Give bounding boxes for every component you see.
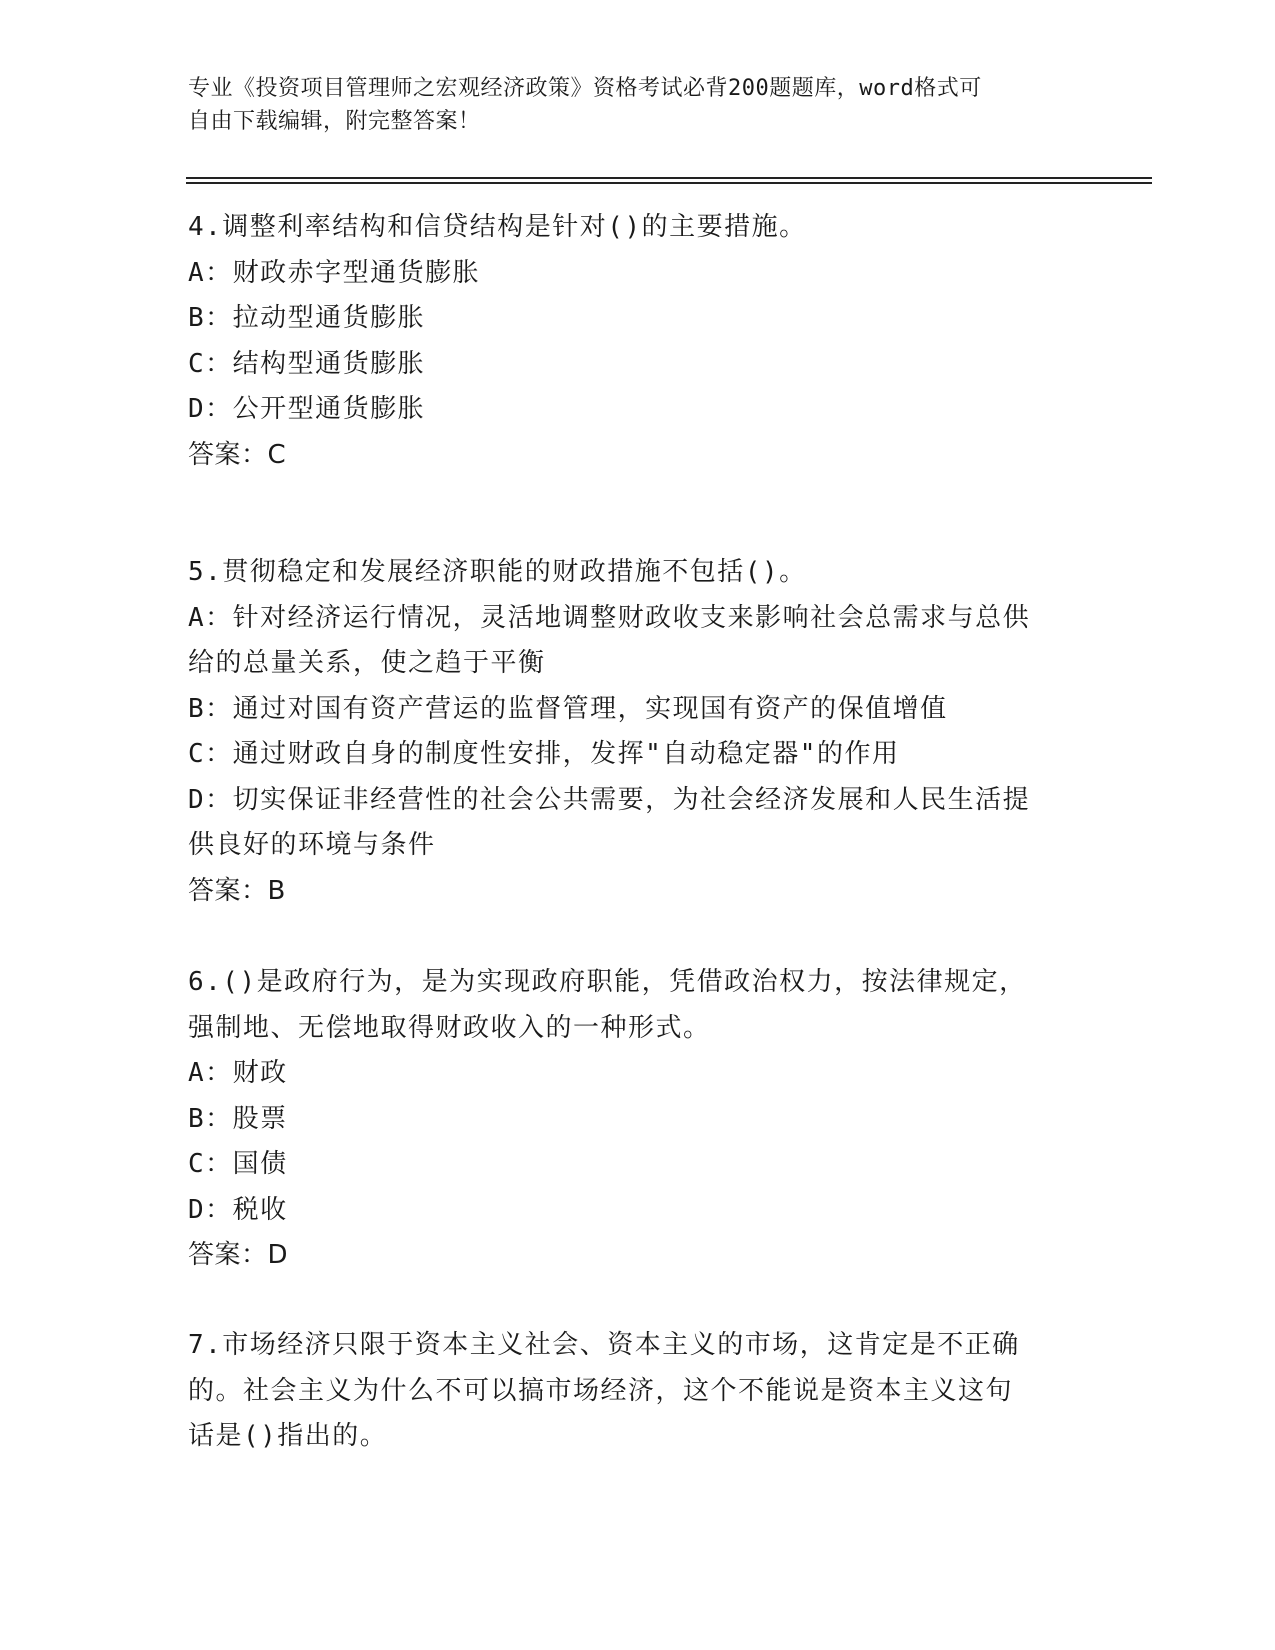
question-6-answer: 答案：D	[188, 1240, 289, 1270]
question-5-option-d-line-2: 供良好的环境与条件	[188, 830, 436, 860]
question-4	[188, 205, 1088, 478]
header-divider-bottom	[186, 182, 1152, 184]
question-5-option-a-line-1: A：针对经济运行情况，灵活地调整财政收支来影响社会总需求与总供	[188, 602, 1031, 633]
question-5-option-c: C：通过财政自身的制度性安排，发挥"自动稳定器"的作用	[188, 739, 900, 769]
question-4-option-d: D：公开型通货膨胀	[188, 394, 426, 424]
question-5-option-a-line-2: 给的总量关系，使之趋于平衡	[188, 648, 546, 678]
question-6-stem-line-2: 强制地、无偿地取得财政收入的一种形式。	[188, 1012, 711, 1043]
question-6-option-a: A：财政	[188, 1058, 288, 1088]
question-7	[188, 1323, 1088, 1460]
question-6-stem-line-1: 6.()是政府行为，是为实现政府职能，凭借政治权力，按法律规定，	[188, 967, 1027, 997]
question-4-option-b: B：拉动型通货膨胀	[188, 303, 426, 333]
question-7-stem-line-1: 7.市场经济只限于资本主义社会、资本主义的市场，这肯定是不正确	[188, 1330, 1020, 1360]
header-title-line-2: 自由下载编辑，附完整答案！	[188, 109, 481, 134]
question-5-answer: 答案：B	[188, 875, 286, 906]
question-7-stem-line-3: 话是()指出的。	[188, 1421, 388, 1451]
question-5-option-b: B：通过对国有资产营运的监督管理，实现国有资产的保值增值	[188, 693, 948, 724]
question-4-stem: 4.调整利率结构和信贷结构是针对()的主要措施。	[188, 212, 807, 242]
question-5-option-d-line-1: D：切实保证非经营性的社会公共需要，为社会经济发展和人民生活提	[188, 784, 1031, 815]
question-5	[188, 550, 1088, 914]
document-header	[188, 72, 1068, 138]
question-6-option-b: B：股票	[188, 1103, 288, 1134]
question-6	[188, 960, 1088, 1279]
question-7-stem-line-2: 的。社会主义为什么不可以搞市场经济，这个不能说是资本主义这句	[188, 1375, 1014, 1406]
question-4-answer: 答案：C	[188, 439, 287, 470]
header-title-line-1: 专业《投资项目管理师之宏观经济政策》资格考试必背200题题库，word格式可	[188, 76, 982, 101]
question-6-option-c: C：国债	[188, 1149, 288, 1179]
question-5-stem: 5.贯彻稳定和发展经济职能的财政措施不包括()。	[188, 557, 807, 587]
question-4-option-c: C：结构型通货膨胀	[188, 348, 426, 379]
question-6-option-d: D：税收	[188, 1194, 288, 1225]
header-divider-top	[186, 177, 1152, 179]
question-4-option-a: A：财政赤字型通货膨胀	[188, 257, 481, 288]
